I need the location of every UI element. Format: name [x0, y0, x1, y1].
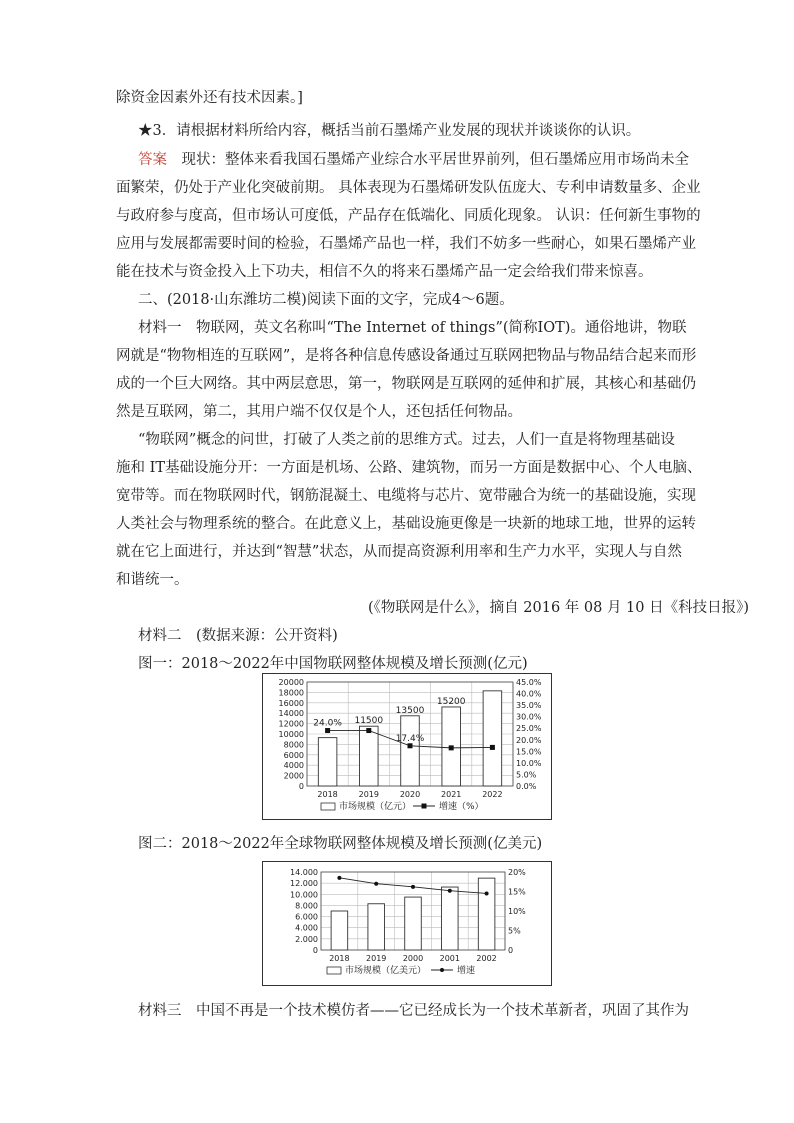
- question-3: ★3．请根据材料所给内容，概括当前石墨烯产业发展的现状并谈谈你的认识。: [138, 123, 641, 139]
- answer-line: 与政府参与度高，但市场认可度低，产品存在低端化、同质化现象。 认识：任何新生事物的: [116, 208, 701, 224]
- answer-line: 应用与发展都需要时间的检验，石墨烯产品也一样，我们不妨多一些耐心，如果石墨烯产业: [116, 236, 696, 252]
- y-left-tick-label: 18000: [278, 688, 304, 698]
- y-left-tick-label: 16000: [278, 698, 304, 708]
- material-1-line: 然是互联网，第二，其用户端不仅仅是个人，还包括任何物品。: [116, 404, 522, 420]
- figure-2-caption: 图二：2018～2022年全球物联网整体规模及增长预测(亿美元): [138, 836, 543, 852]
- y-left-tick-label: 6000: [283, 750, 304, 760]
- line-data-label: 17.4%: [395, 733, 425, 744]
- bar: [478, 878, 495, 950]
- x-tick-label: 2020: [399, 790, 421, 799]
- y-right-tick-label: 10%: [508, 907, 526, 916]
- source-citation: (《物联网是什么》，摘自 2016 年 08 月 10 日《科技日报》): [368, 600, 750, 616]
- line-point: [449, 745, 454, 750]
- bar: [401, 716, 420, 786]
- line-point: [448, 889, 452, 893]
- x-tick-label: 2000: [402, 954, 424, 963]
- y-right-tick-label: 45.0%: [516, 678, 542, 687]
- text-line: 除资金因素外还有技术因素。]: [116, 90, 303, 106]
- y-right-tick-label: 30.0%: [516, 712, 542, 722]
- material-2-heading: 材料二 (数据来源：公开资料): [138, 628, 338, 644]
- line-point: [374, 882, 378, 886]
- bar: [405, 897, 422, 950]
- y-left-tick-label: 2.000: [295, 934, 318, 944]
- legend-bar-swatch: [321, 803, 335, 810]
- figure-1-chart: [262, 673, 552, 820]
- y-left-tick-label: 14000: [278, 709, 304, 719]
- x-tick-label: 2018: [329, 954, 350, 963]
- y-right-tick-label: 0.0%: [516, 782, 537, 791]
- bar: [483, 691, 502, 786]
- section-heading: 二、(2018·山东潍坊二模)阅读下面的文字，完成4～6题。: [138, 292, 514, 308]
- figure-1-caption: 图一：2018～2022年中国物联网整体规模及增长预测(亿元): [138, 656, 528, 672]
- answer-line: [138, 150, 689, 170]
- material-1-line: 宽带等。而在物联网时代，钢筋混凝土、电缆将与芯片、宽带融合为统一的基础设施，实现: [116, 488, 696, 504]
- figure-2-chart: [262, 861, 552, 986]
- line-point: [485, 891, 489, 895]
- legend-bar-label: 市场规模（亿美元）: [345, 966, 427, 976]
- legend-line-label: 增速（%）: [439, 802, 484, 812]
- y-left-tick-label: 2000: [283, 771, 304, 781]
- y-left-tick-label: 6.000: [295, 912, 318, 922]
- y-left-tick-label: 8000: [283, 740, 304, 750]
- legend-bar-swatch: [327, 967, 341, 974]
- material-1-line: 人类社会与物理系统的整合。在此意义上，基础设施更像是一块新的地球工地，世界的运转: [116, 516, 696, 532]
- y-right-tick-label: 0: [508, 946, 514, 955]
- line-point: [490, 745, 495, 750]
- line-point: [408, 743, 413, 748]
- material-1-line: 成的一个巨大网络。其中两层意思，第一，物联网是互联网的延伸和扩展，其核心和基础仍: [116, 376, 696, 392]
- y-left-tick-label: 8.000: [295, 901, 318, 911]
- bar-data-label: 11500: [354, 716, 384, 727]
- legend-line-label: 增速: [457, 966, 476, 976]
- material-1-line: 就在它上面进行，并达到“智慧”状态，从而提高资源利用率和生产力水平，实现人与自然: [116, 544, 682, 560]
- legend-bar-label: 市场规模（亿元）: [339, 802, 412, 812]
- y-left-tick-label: 0: [312, 946, 318, 955]
- y-left-tick-label: 10000: [278, 730, 304, 739]
- material-3-line: 材料三 中国不再是一个技术模仿者——它已经成长为一个技术革新者，巩固了其作为: [138, 1003, 689, 1019]
- y-right-tick-label: 35.0%: [516, 701, 542, 711]
- x-tick-label: 2019: [358, 790, 379, 799]
- y-right-tick-label: 25.0%: [516, 724, 542, 734]
- material-1-line: 材料一 物联网，英文名称叫“The Internet of things”(简称IOT)。通俗地讲，物联: [138, 320, 687, 336]
- x-tick-label: 2021: [441, 790, 462, 799]
- line-point: [366, 728, 371, 733]
- material-1-line: “物联网”概念的问世，打破了人类之前的思维方式。过去，人们一直是将物理基础设: [138, 432, 675, 448]
- bar: [331, 911, 348, 950]
- x-tick-label: 2001: [439, 954, 460, 963]
- line-point: [325, 728, 330, 733]
- y-left-tick-label: 20000: [278, 678, 304, 687]
- legend-line-marker: [422, 804, 427, 809]
- answer-text: 现状：整体来看我国石墨烯产业综合水平居世界前列，但石墨烯应用市场尚未全: [181, 152, 689, 168]
- y-right-tick-label: 15.0%: [516, 747, 542, 757]
- legend-line-marker: [440, 968, 444, 972]
- line-point: [337, 876, 341, 880]
- bar: [442, 887, 459, 950]
- y-left-tick-label: 0: [298, 782, 304, 791]
- y-left-tick-label: 10.000: [290, 890, 318, 900]
- y-right-tick-label: 10.0%: [516, 758, 542, 768]
- bar: [318, 738, 337, 786]
- y-right-tick-label: 5.0%: [516, 770, 537, 780]
- x-tick-label: 2019: [366, 954, 387, 963]
- line-data-label: 24.0%: [313, 718, 342, 729]
- material-1-line: 施和 IT基础设施分开：一方面是机场、公路、建筑物，而另一方面是数据中心、个人电脑、: [116, 460, 702, 476]
- y-right-tick-label: 40.0%: [516, 689, 542, 699]
- y-right-tick-label: 5%: [508, 926, 521, 936]
- x-tick-label: 2022: [482, 790, 503, 799]
- x-tick-label: 2002: [476, 954, 497, 963]
- y-left-tick-label: 4000: [283, 761, 304, 771]
- y-left-tick-label: 14.000: [290, 868, 318, 877]
- line-point: [411, 885, 415, 889]
- answer-line: 面繁荣，仍处于产业化突破前期。 具体表现为石墨烯研发队伍庞大、专利申请数量多、企业: [116, 180, 701, 196]
- bar-data-label: 13500: [395, 705, 425, 716]
- material-1-line: 和谐统一。: [116, 572, 189, 588]
- bar-data-label: 15200: [436, 696, 466, 707]
- material-1-line: 网就是“物物相连的互联网”，是将各种信息传感设备通过互联网把物品与物品结合起来而形: [116, 348, 697, 364]
- bar: [368, 904, 385, 950]
- y-left-tick-label: 12.000: [290, 879, 318, 889]
- y-left-tick-label: 12000: [278, 719, 304, 729]
- answer-label: 答案: [138, 152, 167, 168]
- y-left-tick-label: 4.000: [295, 923, 318, 933]
- answer-line: 能在技术与资金投入上下功夫，相信不久的将来石墨烯产品一定会给我们带来惊喜。: [116, 264, 653, 280]
- y-right-tick-label: 20%: [508, 868, 526, 877]
- bar: [360, 726, 379, 786]
- y-right-tick-label: 20.0%: [516, 735, 542, 745]
- x-tick-label: 2018: [317, 790, 338, 799]
- y-right-tick-label: 15%: [508, 887, 526, 897]
